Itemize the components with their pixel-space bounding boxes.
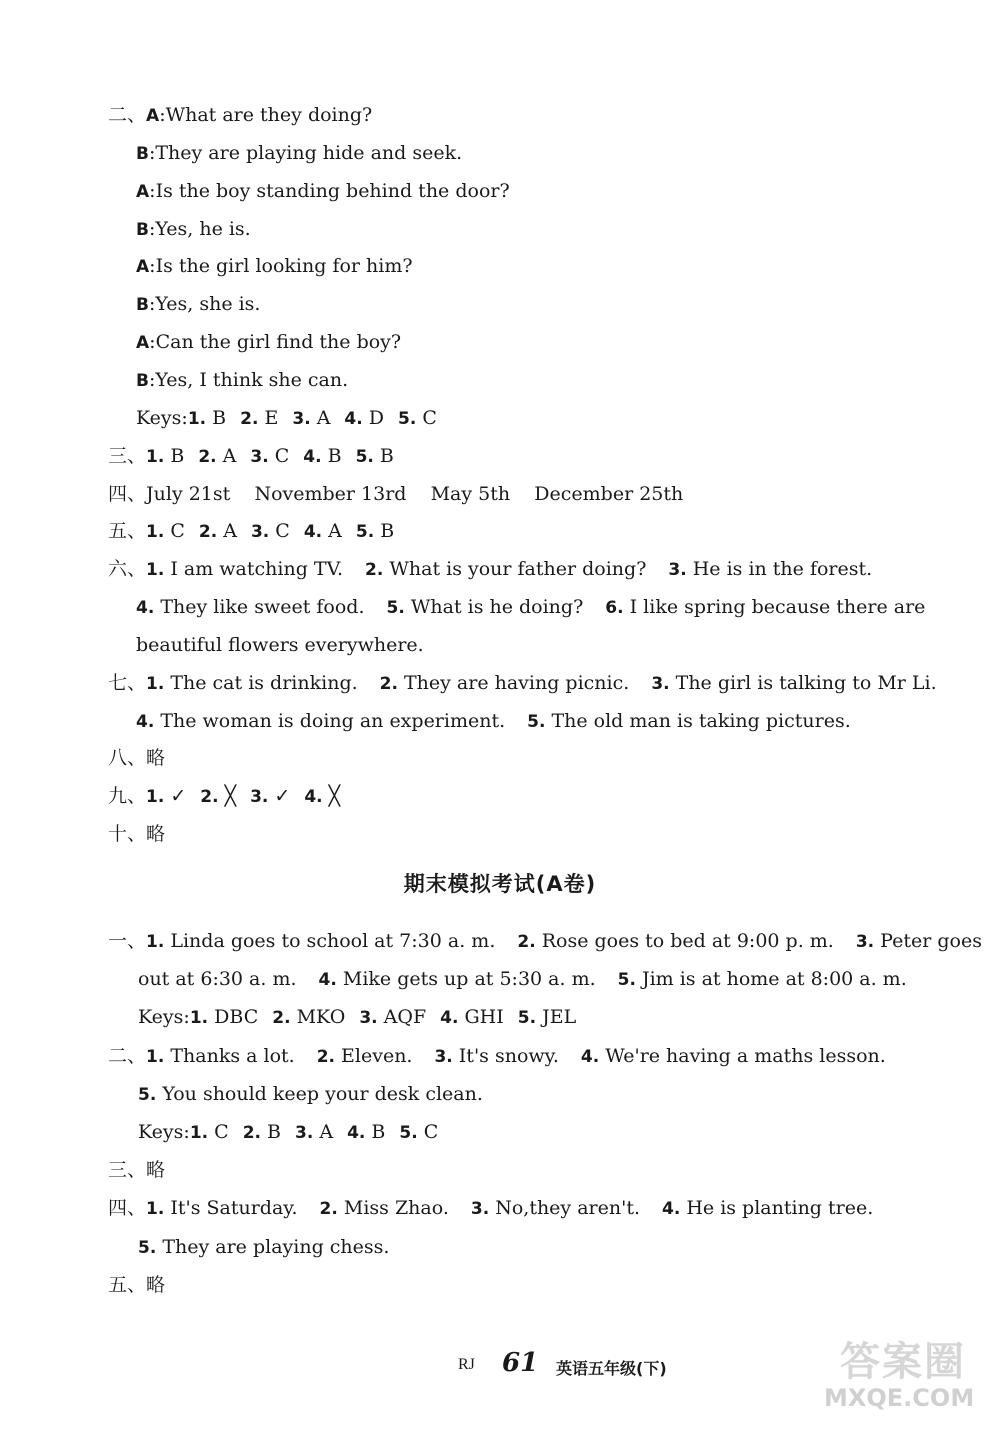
- answer-line: [108, 437, 940, 475]
- dialogue-text: :Yes, I think she can.: [148, 368, 349, 391]
- item-answer: ╳: [322, 785, 341, 808]
- item-answer: B: [164, 444, 185, 467]
- item-answer: C: [208, 1121, 229, 1143]
- item-answer: A: [216, 444, 237, 467]
- answer-line: [108, 815, 940, 853]
- dialogue-text: :Is the boy standing behind the door?: [149, 179, 510, 202]
- item-number: 1.: [146, 932, 165, 952]
- item-number: 1.: [146, 1046, 165, 1067]
- item-answer: Thanks a lot.: [164, 1044, 295, 1067]
- keys-line: [138, 1113, 940, 1151]
- section-number: 五、: [108, 520, 147, 543]
- item-answer: ✓: [164, 785, 187, 808]
- dialogue-line: [136, 172, 940, 210]
- answer-line: [108, 777, 940, 815]
- dialogue-line: [136, 134, 940, 172]
- item-answer: D: [362, 406, 384, 429]
- item-number: 5.: [386, 598, 405, 619]
- item-number: 4.: [580, 1046, 600, 1067]
- item-answer: GHI: [458, 1006, 504, 1029]
- item-number: 3.: [250, 522, 270, 543]
- item-answer: Mike gets up at 5:30 a. m.: [336, 968, 596, 991]
- item-answer: A: [322, 520, 342, 543]
- item-answer: DBC: [208, 1006, 259, 1029]
- item-number: 6.: [605, 598, 624, 619]
- watermark-url: MXQE.COM: [824, 1384, 975, 1412]
- item-answer: C: [164, 520, 185, 543]
- answer-line: [138, 1075, 940, 1113]
- dialogue-text: :What are they doing?: [159, 104, 373, 126]
- item-number: 1.: [187, 408, 207, 429]
- keys-line: [136, 399, 940, 437]
- item-number: 5.: [517, 1008, 537, 1029]
- item-answer: Peter goes: [874, 930, 982, 952]
- item-answer: We're having a maths lesson.: [599, 1044, 886, 1067]
- answer-line: [136, 588, 940, 626]
- watermark-logo: [820, 1330, 980, 1420]
- item-answer: AQF: [377, 1006, 427, 1029]
- item-answer: B: [374, 520, 395, 543]
- dialogue-text: :Yes, he is.: [148, 217, 251, 240]
- item-number: 4.: [303, 522, 323, 543]
- answer-line: [108, 922, 982, 960]
- item-number: 2.: [379, 673, 398, 694]
- item-answer: B: [373, 444, 394, 467]
- section-omitted: 五、略: [108, 1273, 166, 1296]
- item-answer: Linda goes to school at 7:30 a. m.: [164, 930, 496, 952]
- keys-label: Keys:: [138, 1006, 190, 1029]
- answer-line: [108, 1266, 940, 1304]
- item-number: 1.: [146, 1199, 165, 1220]
- item-answer: C: [269, 520, 290, 543]
- dialogue-line: [136, 247, 940, 285]
- item-number: 4.: [136, 711, 155, 732]
- item-number: 4.: [136, 598, 155, 619]
- item-number: 4.: [304, 787, 323, 808]
- answer-line: [108, 1037, 940, 1075]
- item-number: 2.: [240, 408, 259, 429]
- answer-line: [108, 1151, 940, 1189]
- item-answer: E: [258, 406, 279, 429]
- keys-line: [138, 998, 940, 1036]
- footer-code: RJ: [458, 1356, 475, 1373]
- item-number: 2.: [316, 1046, 335, 1067]
- item-number: 2.: [198, 522, 218, 543]
- item-number: 4.: [303, 446, 322, 467]
- item-answer: It's Saturday.: [164, 1197, 298, 1220]
- item-number: 2.: [242, 1123, 261, 1143]
- dialogue-text: :They are playing hide and seek.: [148, 141, 463, 164]
- answer-line: [108, 512, 940, 550]
- item-number: 2.: [517, 932, 536, 952]
- item-number: 4.: [440, 1008, 459, 1029]
- item-number: 3.: [292, 408, 311, 429]
- answer-line: [136, 626, 940, 664]
- section-omitted: 三、略: [108, 1159, 166, 1182]
- dialogue-line: [136, 285, 940, 323]
- answer-line: [138, 1228, 940, 1266]
- section-number: 四、: [108, 482, 147, 505]
- section-number: 二、: [108, 1044, 147, 1067]
- dates-text: July 21st November 13rd May 5th December 25th: [146, 482, 684, 505]
- answer-line: [138, 960, 940, 998]
- item-number: 1.: [146, 446, 165, 467]
- item-number: 4.: [318, 970, 337, 991]
- speaker-label: B: [136, 295, 149, 316]
- item-number: 4.: [344, 408, 363, 429]
- item-number: 3.: [295, 1123, 314, 1143]
- section-omitted: 十、略: [108, 823, 166, 846]
- item-number: 2.: [319, 1199, 338, 1220]
- item-answer: B: [321, 444, 342, 467]
- item-number: 5.: [399, 1123, 418, 1143]
- section-number: 七、: [108, 671, 147, 694]
- item-answer: You should keep your desk clean.: [156, 1082, 483, 1105]
- item-answer: A: [310, 406, 331, 429]
- speaker-label: A: [146, 106, 160, 126]
- item-answer: C: [416, 406, 437, 429]
- item-answer: Rose goes to bed at 9:00 p. m.: [535, 930, 834, 952]
- item-answer: A: [313, 1121, 334, 1143]
- section-number: 一、: [108, 930, 147, 952]
- item-number: 5.: [138, 1084, 157, 1105]
- item-answer: I like spring because there are: [623, 596, 926, 619]
- item-number: 3.: [250, 787, 269, 808]
- item-number: 3.: [668, 560, 687, 581]
- item-number: 3.: [651, 673, 670, 694]
- item-number: 1.: [189, 1008, 209, 1029]
- item-answer: The girl is talking to Mr Li.: [669, 671, 937, 694]
- dialogue-line: [108, 96, 940, 134]
- item-answer: I am watching TV.: [164, 558, 344, 581]
- answer-line: [108, 475, 940, 513]
- item-answer: They are having picnic.: [397, 671, 630, 694]
- item-answer: They are playing chess.: [156, 1235, 390, 1258]
- dialogue-text: :Yes, she is.: [148, 293, 261, 316]
- item-answer: No,they aren't.: [489, 1197, 640, 1220]
- item-number: 5.: [355, 522, 375, 543]
- item-answer: JEL: [536, 1006, 577, 1029]
- item-answer: It's snowy.: [452, 1044, 559, 1067]
- section-number: 二、: [108, 104, 147, 126]
- section-number: 四、: [108, 1197, 147, 1220]
- item-number: 5.: [355, 446, 374, 467]
- item-number: 5.: [138, 1237, 157, 1258]
- item-number: 3.: [470, 1199, 490, 1220]
- item-answer: The woman is doing an experiment.: [154, 709, 506, 732]
- item-answer: Jim is at home at 8:00 a. m.: [635, 968, 907, 991]
- section-omitted: 八、略: [108, 747, 166, 770]
- dialogue-text: :Can the girl find the boy?: [149, 331, 402, 354]
- watermark-text: 答案圈: [840, 1339, 966, 1385]
- item-number: 4.: [347, 1123, 366, 1143]
- answer-line: [108, 550, 940, 588]
- item-answer: ✓: [268, 785, 291, 808]
- speaker-label: B: [136, 143, 149, 164]
- item-answer: A: [217, 520, 237, 543]
- speaker-label: A: [136, 333, 150, 354]
- item-answer: Miss Zhao.: [337, 1197, 449, 1220]
- item-number: 1.: [189, 1123, 209, 1143]
- answer-line: [108, 664, 940, 702]
- item-answer: He is in the forest.: [686, 558, 873, 581]
- page-number: 61: [502, 1348, 539, 1378]
- section-number: 九、: [108, 785, 147, 808]
- item-answer: C: [417, 1121, 439, 1143]
- item-answer: out at 6:30 a. m.: [138, 968, 297, 991]
- keys-label: Keys:: [136, 406, 188, 429]
- item-answer: The cat is drinking.: [164, 671, 358, 694]
- item-number: 1.: [146, 787, 165, 808]
- item-answer: beautiful flowers everywhere.: [136, 633, 424, 656]
- dialogue-line: [136, 323, 940, 361]
- item-number: 2.: [198, 446, 217, 467]
- item-number: 3.: [434, 1046, 453, 1067]
- item-number: 5.: [527, 711, 546, 732]
- item-answer: C: [268, 444, 290, 467]
- item-number: 1.: [146, 522, 165, 543]
- dialogue-text: :Is the girl looking for him?: [149, 255, 413, 278]
- book-title: 英语五年级(下): [556, 1359, 667, 1378]
- speaker-label: A: [136, 257, 150, 278]
- item-answer: ╳: [218, 785, 237, 808]
- answer-line: [108, 1189, 940, 1227]
- dialogue-line: [136, 361, 940, 399]
- answer-line: [136, 702, 940, 740]
- item-answer: The old man is taking pictures.: [545, 709, 851, 732]
- item-number: 5.: [617, 970, 636, 991]
- item-answer: B: [206, 406, 227, 429]
- item-answer: They like sweet food.: [154, 596, 365, 619]
- item-answer: He is planting tree.: [680, 1197, 874, 1220]
- item-number: 2.: [365, 560, 384, 581]
- item-answer: B: [261, 1121, 282, 1143]
- item-number: 3.: [359, 1008, 378, 1029]
- section-number: 三、: [108, 444, 147, 467]
- item-answer: MKO: [290, 1006, 346, 1029]
- item-number: 4.: [662, 1199, 681, 1220]
- item-number: 2.: [200, 787, 219, 808]
- section-number: 六、: [108, 558, 147, 581]
- item-number: 3.: [855, 932, 875, 952]
- item-number: 2.: [272, 1008, 291, 1029]
- item-number: 1.: [146, 673, 165, 694]
- item-number: 1.: [146, 560, 165, 581]
- item-answer: Eleven.: [334, 1044, 413, 1067]
- item-number: 3.: [250, 446, 269, 467]
- answer-line: [108, 739, 940, 777]
- speaker-label: B: [136, 370, 149, 391]
- speaker-label: B: [136, 219, 149, 240]
- dialogue-line: [136, 210, 940, 248]
- item-answer: What is he doing?: [404, 596, 584, 619]
- item-answer: B: [365, 1121, 386, 1143]
- item-number: 5.: [398, 408, 417, 429]
- keys-label: Keys:: [138, 1121, 190, 1143]
- section-title: 期末模拟考试(A卷): [403, 872, 597, 896]
- speaker-label: A: [136, 181, 150, 202]
- item-answer: What is your father doing?: [383, 558, 647, 581]
